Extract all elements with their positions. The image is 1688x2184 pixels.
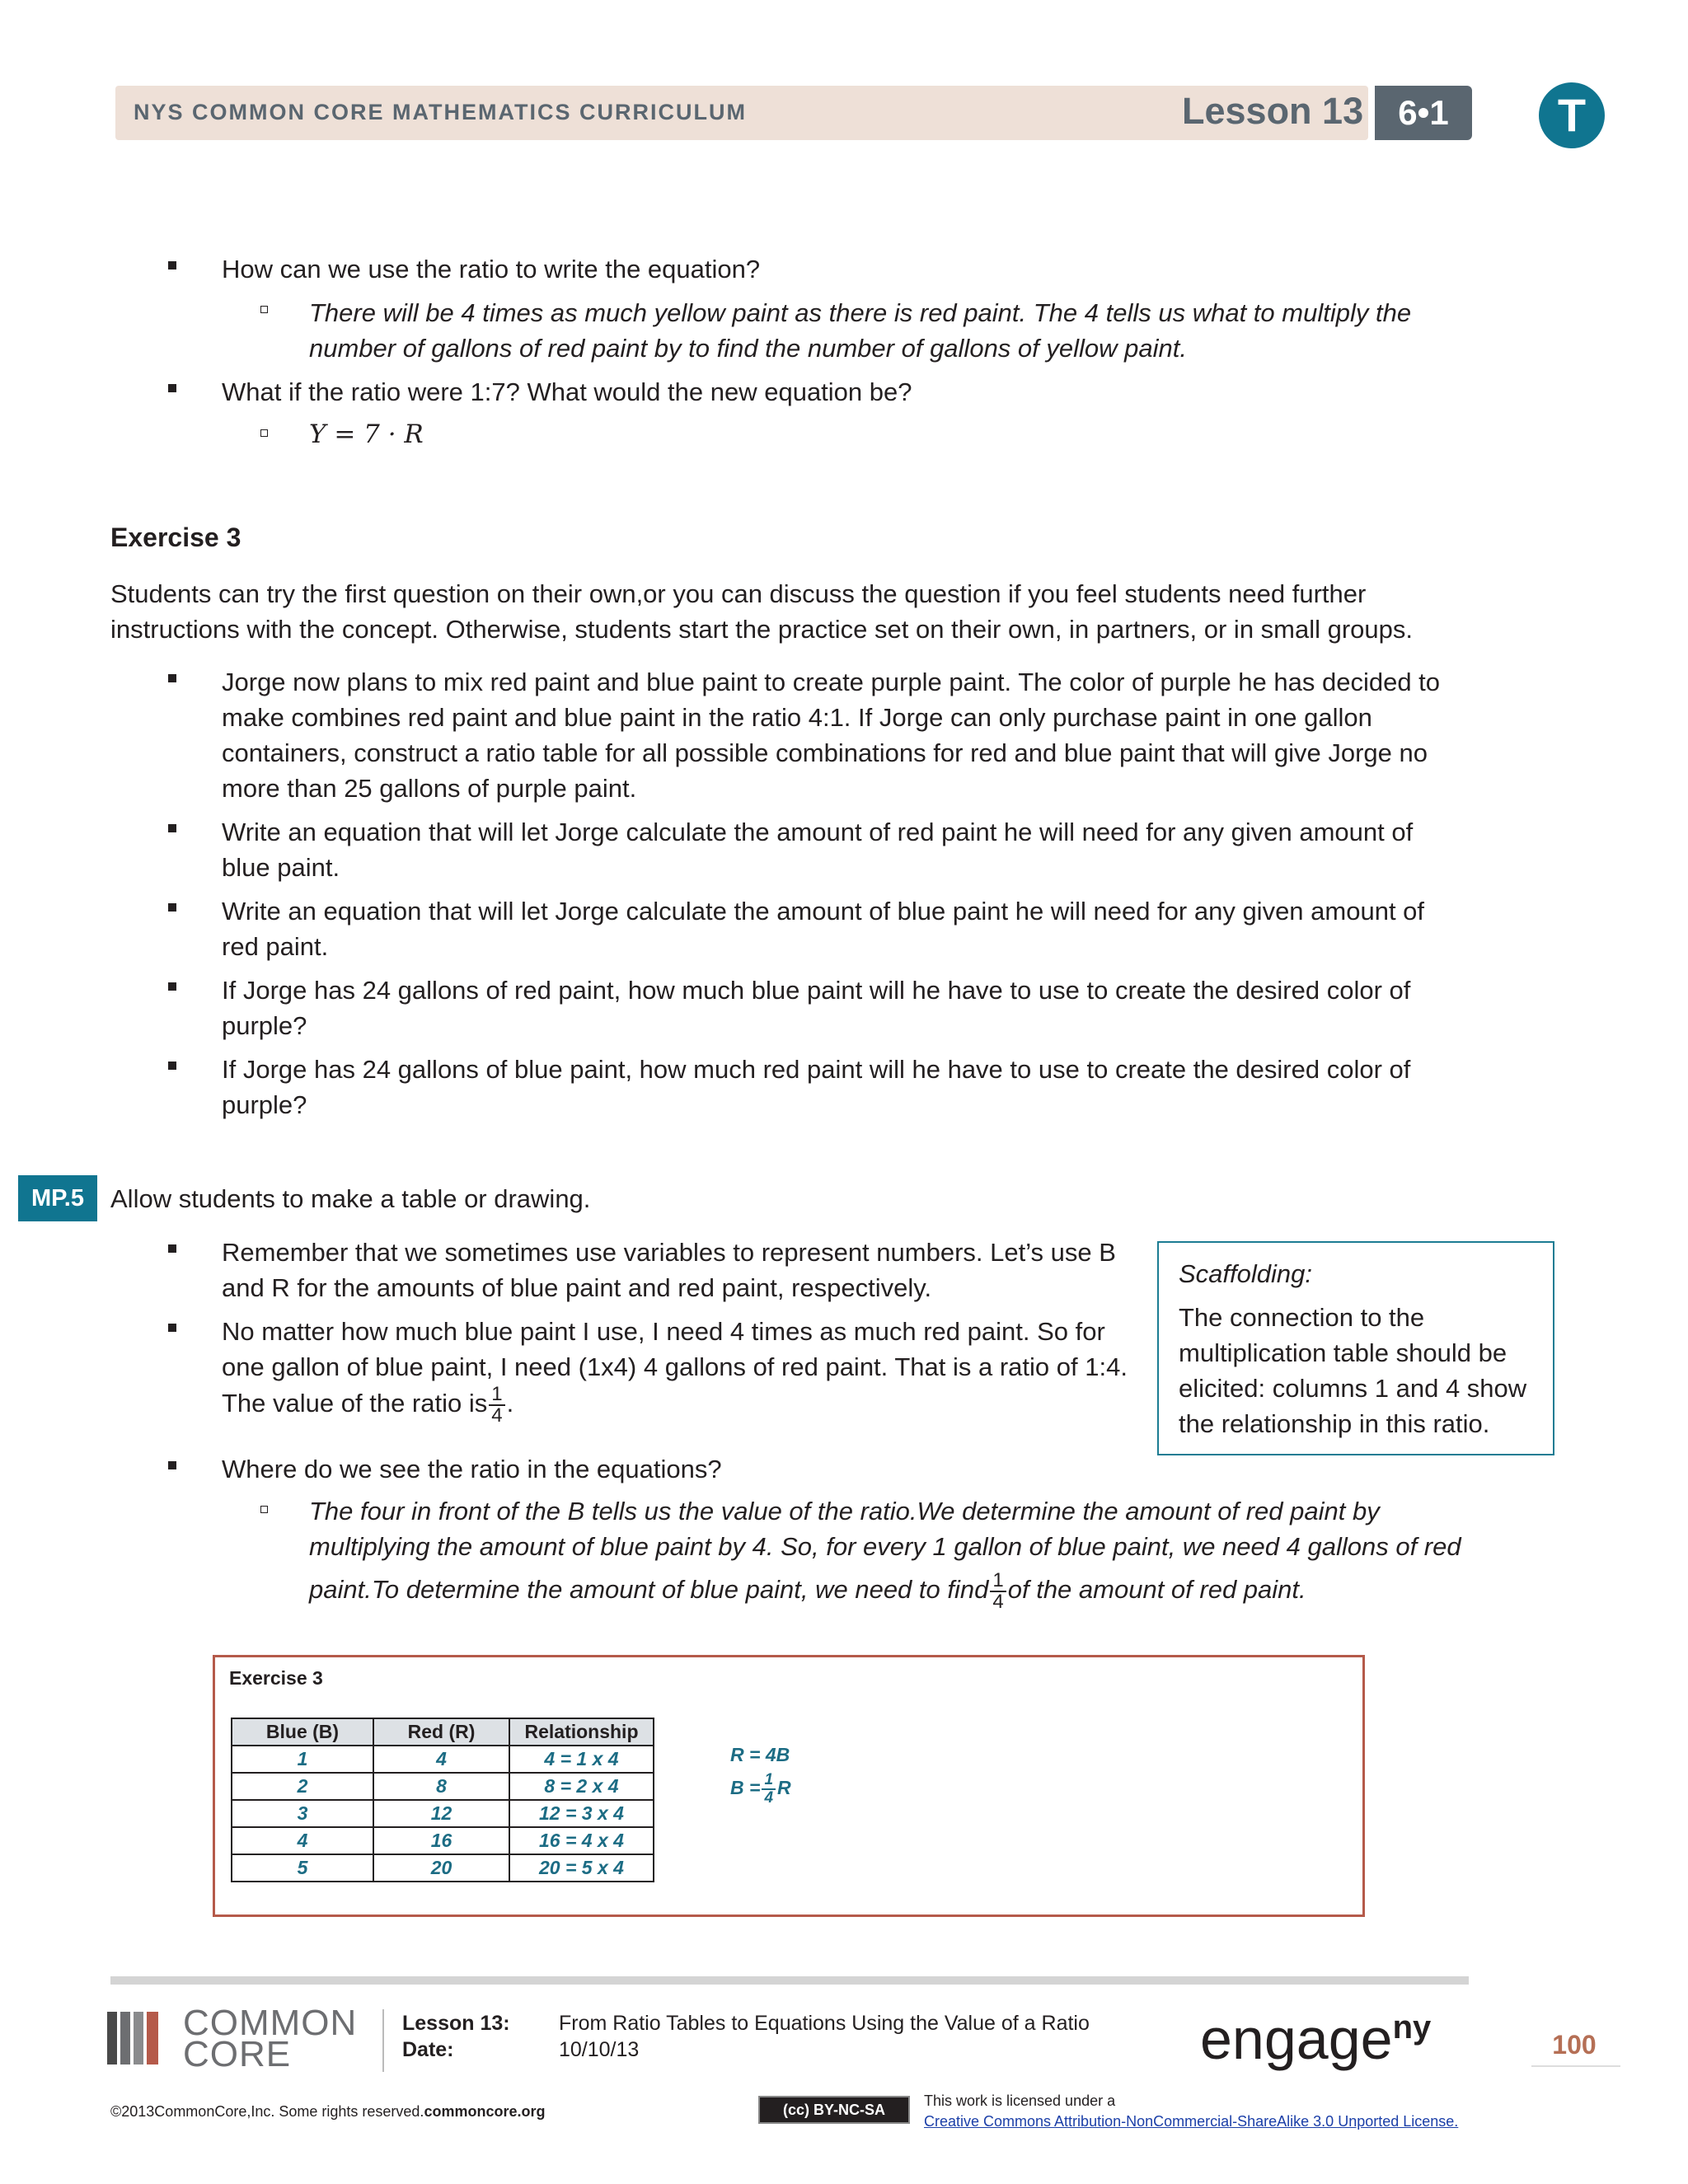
exercise-bullet: If Jorge has 24 gallons of blue paint, how much red paint will he have to use to create the desired color of (222, 1055, 1411, 1084)
table-row (232, 1800, 654, 1827)
table-row (232, 1854, 654, 1882)
equation-red: R = 4B (730, 1744, 790, 1765)
exercise-bullet: red paint. (222, 932, 329, 961)
discussion-answer: The four in front of the B tells us the value of the ratio.We determine the amount of red paint by (309, 1497, 1380, 1526)
footer-bar (110, 1976, 1469, 1985)
equation-blue: B = $\frac{1}{4}$ R (730, 1771, 791, 1807)
exercise-bullet: If Jorge has 24 gallons of red paint, how much blue paint will he have to use to create the desired color of (222, 976, 1411, 1005)
sub-bullet-icon (260, 1506, 268, 1513)
scaffolding-line: The connection to the (1179, 1303, 1425, 1332)
table-row (232, 1746, 654, 1773)
sub-bullet-icon (260, 306, 268, 313)
bullet-icon (168, 261, 176, 269)
bullet-icon (168, 982, 176, 991)
scaffolding-box (1157, 1241, 1554, 1455)
column-header: Blue (B) (232, 1718, 373, 1746)
scaffolding-line: the relationship in this ratio. (1179, 1409, 1490, 1438)
table-cell: 20 (373, 1854, 509, 1882)
fraction-one-fourth: $\frac{1}{4}$ (489, 1385, 504, 1426)
ratio-table (231, 1718, 654, 1882)
cc-license-badge: (cc) BY-NC-SA (758, 2096, 910, 2124)
fraction-one-fourth: $\frac{1}{4}$ (762, 1772, 776, 1807)
discussion-line: Remember that we sometimes use variables to represent numbers. Let’s use B (222, 1238, 1116, 1267)
scaffolding-title: Scaffolding: (1179, 1259, 1312, 1288)
license-link[interactable]: Creative Commons Attribution-NonCommercial-ShareAlike 3.0 Unported License. (924, 2113, 1459, 2130)
table-cell: 12 (373, 1800, 509, 1827)
table-cell: 12 = 3 x 4 (509, 1800, 654, 1827)
grade-module-badge: 6•1 (1375, 86, 1472, 140)
copyright: ©2013CommonCore,Inc. Some rights reserved.commoncore.org (110, 2103, 546, 2120)
table-cell: 8 (373, 1773, 509, 1800)
exercise-bullet: purple? (222, 1011, 307, 1040)
bullet-icon (168, 903, 176, 912)
table-row (232, 1827, 654, 1854)
table-cell: 4 (373, 1746, 509, 1773)
license-text: This work is licensed under a (924, 2093, 1116, 2109)
exercise-bullet: blue paint. (222, 853, 340, 882)
answer-line: There will be 4 times as much yellow paint as there is red paint. The 4 tells us what to multiply the (309, 298, 1412, 327)
ratio-value-prefix: The value of the ratio is (222, 1389, 488, 1418)
footer-date-value: 10/10/13 (559, 2038, 640, 2061)
bullet-icon (168, 1244, 176, 1253)
discussion-line: one gallon of blue paint, I need (1x4) 4 gallons of red paint. That is a ratio of 1:4. (222, 1352, 1128, 1381)
bullet-icon (168, 1324, 176, 1332)
exercise-bullet: purple? (222, 1090, 307, 1119)
scaffolding-line: multiplication table should be (1179, 1338, 1507, 1367)
column-header: Red (R) (373, 1718, 509, 1746)
column-header: Relationship (509, 1718, 654, 1746)
table-cell: 20 = 5 x 4 (509, 1854, 654, 1882)
question-ratio-equation: How can we use the ratio to write the equation? (222, 255, 761, 284)
equation-answer: Y = 7 · R (309, 419, 424, 449)
exercise-heading: Exercise 3 (110, 523, 241, 552)
lesson-label: Lesson 13 (1182, 90, 1364, 132)
table-cell: 16 (373, 1827, 509, 1854)
discussion-line: No matter how much blue paint I use, I need 4 times as much red paint. So for (222, 1317, 1105, 1346)
exercise-intro: instructions with the concept. Otherwise, students start the practice set on their own, in partners, or in small groups. (110, 615, 1414, 644)
exercise-bullet: Jorge now plans to mix red paint and blue paint to create purple paint. The color of purple he has decided to (222, 668, 1441, 696)
table-cell: 1 (232, 1746, 373, 1773)
table-cell: 2 (232, 1773, 373, 1800)
exercise-bullet: containers, construct a ratio table for all possible combinations for red and blue paint that will give Jorge no (222, 738, 1428, 767)
logo-text-common: COMMON (183, 2003, 358, 2043)
discussion-line: and R for the amounts of blue paint and red paint, respectively. (222, 1273, 932, 1302)
exercise-intro: Students can try the first question on their own,or you can discuss the question if you feel students need further (110, 579, 1367, 608)
teacher-icon: T (1539, 82, 1605, 148)
discussion-answer: multiplying the amount of blue paint by 4. So, for every 1 gallon of blue paint, we need 4 gallons of red (309, 1532, 1461, 1561)
scaffolding-line: elicited: columns 1 and 4 show (1179, 1374, 1527, 1403)
exercise-bullet: Write an equation that will let Jorge calculate the amount of red paint he will need for any given amount of (222, 818, 1414, 846)
page-number-rule (1531, 2065, 1620, 2067)
table-cell: 4 (232, 1827, 373, 1854)
footer-lesson-title: From Ratio Tables to Equations Using the Value of a Ratio (559, 2012, 1090, 2035)
discussion-question: Where do we see the ratio in the equations? (222, 1455, 722, 1483)
bullet-icon (168, 1062, 176, 1070)
table-cell: 8 = 2 x 4 (509, 1773, 654, 1800)
mp-text: Allow students to make a table or drawing. (110, 1184, 591, 1213)
footer-lesson-label: Lesson 13: (402, 2012, 510, 2035)
discussion-answer: paint.To determine the amount of blue paint, we need to find $\frac{1}{4}$ of the amount of red paint. (309, 1569, 1306, 1613)
exercise-bullet: more than 25 gallons of purple paint. (222, 774, 637, 803)
footer-divider (382, 2009, 384, 2072)
page-number: 100 (1552, 2030, 1597, 2060)
engageny-logo: engage$^{ny}$ (1200, 2007, 1432, 2071)
footer-date-label: Date: (402, 2038, 454, 2061)
ratio-value-line: The value of the ratio is $\frac{1}{4}$ . (222, 1383, 514, 1427)
exercise-bullet: make combines red paint and blue paint in the ratio 4:1. If Jorge can only purchase paint in one gallon (222, 703, 1372, 732)
curriculum-title: NYS COMMON CORE MATHEMATICS CURRICULUM (134, 100, 747, 124)
bullet-icon (168, 384, 176, 392)
sub-bullet-icon (260, 429, 268, 437)
question-new-ratio: What if the ratio were 1:7? What would the new equation be? (222, 377, 912, 406)
table-cell: 16 = 4 x 4 (509, 1827, 654, 1854)
answer-title: Exercise 3 (229, 1667, 323, 1689)
bullet-icon (168, 1461, 176, 1469)
table-cell: 4 = 1 x 4 (509, 1746, 654, 1773)
mp-tag: MP.5 (18, 1175, 97, 1221)
common-core-logo-icon (107, 2012, 173, 2064)
fraction-one-fourth: $\frac{1}{4}$ (990, 1571, 1006, 1612)
table-cell: 5 (232, 1854, 373, 1882)
answer-line: number of gallons of red paint by to find the number of gallons of yellow paint. (309, 334, 1187, 363)
table-row (232, 1773, 654, 1800)
bullet-icon (168, 674, 176, 682)
logo-text-core: CORE (183, 2034, 292, 2074)
table-cell: 3 (232, 1800, 373, 1827)
bullet-icon (168, 824, 176, 832)
exercise-bullet: Write an equation that will let Jorge calculate the amount of blue paint he will need for any given amount of (222, 897, 1425, 926)
